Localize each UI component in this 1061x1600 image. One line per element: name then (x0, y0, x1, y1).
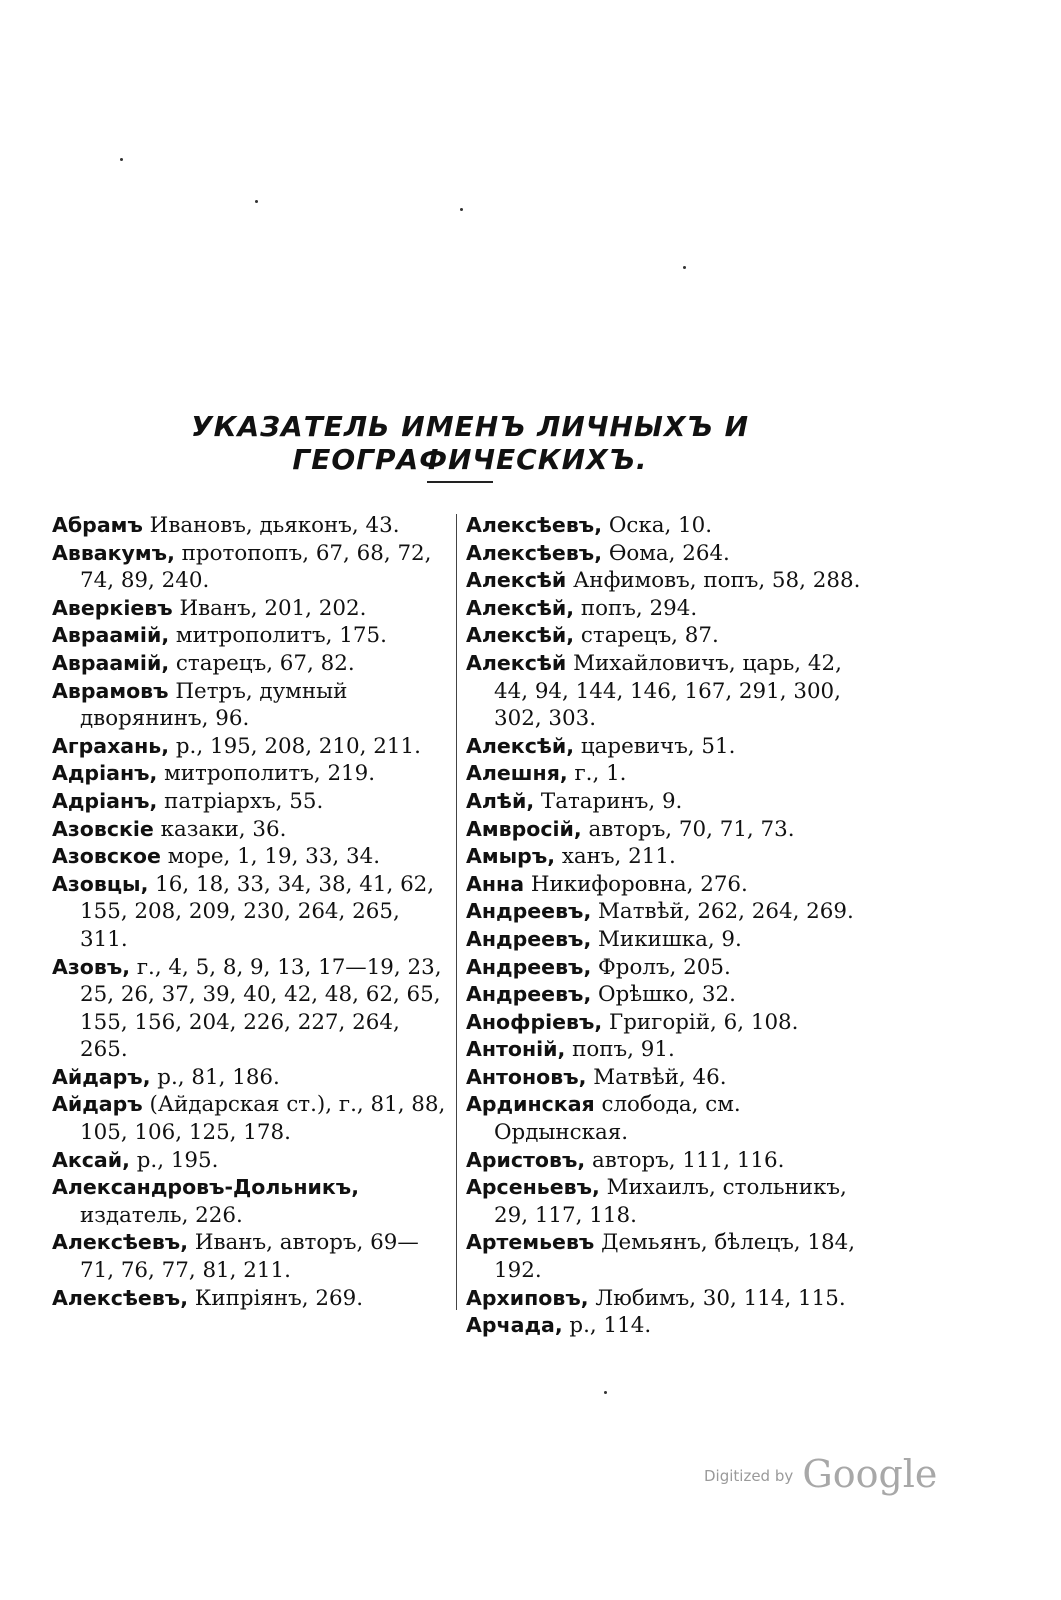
entry-details: Анфимовъ, попъ, 58, 288. (566, 568, 861, 594)
entry-headword: Андреевъ, (466, 982, 592, 1007)
entry-headword: Амыръ, (466, 844, 556, 869)
entry-headword: Анофріевъ, (466, 1009, 603, 1034)
entry-details: р., 195, 208, 210, 211. (169, 733, 421, 759)
entry-headword: Антоній, (466, 1037, 566, 1062)
index-column-left (52, 512, 450, 1312)
index-entry (466, 981, 866, 1009)
entry-headword: Айдаръ, (52, 1064, 151, 1089)
entry-details: р., 81, 186. (150, 1064, 280, 1090)
print-speck (604, 1391, 607, 1394)
entry-headword: Андреевъ, (466, 954, 592, 979)
index-entry (466, 1174, 866, 1229)
entry-headword: Андреевъ, (466, 899, 592, 924)
entry-details: г., 1. (567, 761, 627, 787)
entry-headword: Алѣй, (466, 788, 535, 813)
index-column-right (466, 512, 866, 1340)
entry-headword: Адріанъ, (52, 761, 158, 786)
entry-details: Никифоровна, 276. (524, 871, 748, 897)
index-entry (466, 871, 866, 899)
entry-headword: Абрамъ (52, 513, 143, 537)
entry-headword: Адріанъ, (52, 788, 158, 813)
entry-details: авторъ, 70, 71, 73. (581, 816, 795, 842)
index-entry (52, 843, 450, 871)
entry-details: Фролъ, 205. (591, 954, 731, 980)
entry-headword: Алексѣевъ, (466, 513, 603, 537)
title-rule (427, 481, 493, 483)
entry-headword: Арсеньевъ, (466, 1175, 600, 1200)
entry-details: (Айдарская ст.), г., 81, 88, 105, 106, 125, 178. (80, 1092, 446, 1146)
index-entry (466, 1147, 866, 1175)
entry-details: патріархъ, 55. (157, 788, 324, 814)
index-entry (52, 650, 450, 678)
entry-headword: Алексѣевъ, (52, 1285, 189, 1310)
digitized-by-watermark (704, 1452, 937, 1496)
index-entry (52, 788, 450, 816)
index-entry (466, 567, 866, 595)
entry-details: попъ, 294. (574, 595, 698, 621)
index-entry (466, 650, 866, 733)
entry-headword: Алексѣй, (466, 733, 575, 758)
print-speck (255, 200, 258, 203)
index-entry (52, 595, 450, 623)
print-speck (460, 208, 463, 211)
index-entry (466, 1312, 866, 1340)
column-divider (456, 514, 457, 1310)
entry-details: Ѳома, 264. (602, 540, 730, 566)
index-entry (466, 733, 866, 761)
entry-headword: Авраамій, (52, 623, 170, 648)
index-entry (466, 760, 866, 788)
entry-details: р., 195. (129, 1147, 219, 1173)
entry-details: старецъ, 87. (574, 623, 719, 649)
entry-headword: Аксай, (52, 1147, 130, 1172)
entry-headword: Азовское (52, 844, 161, 869)
entry-details: р., 114. (562, 1313, 652, 1339)
entry-details: авторъ, 111, 116. (585, 1147, 785, 1173)
index-entry (466, 898, 866, 926)
entry-headword: Аввакумъ, (52, 540, 175, 565)
entry-headword: Азовъ, (52, 954, 131, 979)
entry-details: Михайловичъ, царь, 42, 44, 94, 144, 146, 167, 291, 300, 302, 303. (494, 650, 842, 732)
entry-details: Матвѣй, 262, 264, 269. (591, 899, 854, 925)
entry-details: слобода, см. Ордынская. (494, 1092, 741, 1146)
index-entry (466, 1064, 866, 1092)
index-entry (52, 760, 450, 788)
entry-headword: Алексѣй, (466, 595, 575, 620)
index-entry (466, 1285, 866, 1313)
index-entry (466, 816, 866, 844)
index-entry (52, 1147, 450, 1175)
print-speck (120, 158, 123, 161)
entry-headword: Ардинская (466, 1092, 595, 1117)
entry-headword: Анна (466, 871, 525, 896)
index-entry (52, 954, 450, 1064)
index-entry (466, 595, 866, 623)
index-entry (52, 816, 450, 844)
entry-details: протопопъ, 67, 68, 72, 74, 89, 240. (80, 540, 432, 594)
entry-headword: Андреевъ, (466, 926, 592, 951)
entry-details: издатель, 226. (80, 1202, 243, 1228)
entry-details: Демьянъ, бѣлецъ, 184, 192. (494, 1230, 856, 1284)
entry-details: старецъ, 67, 82. (169, 650, 355, 676)
entry-details: митрополитъ, 175. (169, 623, 387, 649)
entry-details: Микишка, 9. (591, 926, 742, 952)
index-entry (466, 954, 866, 982)
entry-details: митрополитъ, 219. (157, 761, 376, 787)
index-entry (466, 1036, 866, 1064)
index-entry (466, 1229, 866, 1284)
entry-details: ханъ, 211. (555, 844, 676, 870)
index-entry (52, 1064, 450, 1092)
entry-details: Матвѣй, 46. (586, 1064, 727, 1090)
entry-details: море, 1, 19, 33, 34. (160, 844, 381, 870)
google-logo: Google (802, 1452, 938, 1496)
entry-headword: Алексѣй (466, 650, 567, 675)
entry-details: Григорій, 6, 108. (602, 1009, 799, 1035)
entry-headword: Азовскіе (52, 816, 154, 841)
entry-headword: Амвросій, (466, 816, 582, 841)
watermark-prefix: Digitized by (704, 1467, 794, 1485)
index-title: УКАЗАТЕЛЬ ИМЕНЪ ЛИЧНЫХЪ И ГЕОГРАФИЧЕСКИХЪ. (190, 410, 750, 476)
index-entry (52, 512, 450, 540)
entry-details: Иванъ, авторъ, 69—71, 76, 77, 81, 211. (80, 1230, 419, 1284)
entry-details: 16, 18, 33, 34, 38, 41, 62, 155, 208, 209, 230, 264, 265, 311. (80, 871, 435, 952)
entry-headword: Антоновъ, (466, 1064, 587, 1089)
entry-details: Иванъ, 201, 202. (172, 595, 367, 621)
entry-headword: Аверкіевъ (52, 595, 173, 620)
entry-details: Оска, 10. (602, 513, 713, 538)
index-entry (52, 622, 450, 650)
entry-headword: Айдаръ (52, 1092, 143, 1117)
index-entry (52, 1091, 450, 1146)
index-entry (52, 733, 450, 761)
entry-headword: Аристовъ, (466, 1147, 586, 1172)
entry-details: Татаринъ, 9. (534, 788, 683, 814)
entry-details: казаки, 36. (153, 816, 287, 842)
entry-headword: Алексѣй (466, 568, 567, 593)
index-entry (466, 1009, 866, 1037)
index-entry (52, 540, 450, 595)
index-entry (52, 1285, 450, 1313)
entry-details: Орѣшко, 32. (591, 982, 736, 1008)
entry-headword: Авраамій, (52, 650, 170, 675)
index-entry (52, 1229, 450, 1284)
index-entry (466, 843, 866, 871)
entry-headword: Азовцы, (52, 871, 149, 896)
print-speck (683, 266, 686, 269)
entry-details: Петръ, думный дворянинъ, 96. (80, 678, 348, 732)
index-entry (52, 871, 450, 954)
entry-details: Кипріянъ, 269. (188, 1285, 364, 1311)
entry-details: г., 4, 5, 8, 9, 13, 17—19, 23, 25, 26, 37, 39, 40, 42, 48, 62, 65, 155, 156, 204, 226, 227, 264, 265. (80, 954, 442, 1063)
entry-details: Любимъ, 30, 114, 115. (588, 1285, 846, 1311)
index-entry (52, 1174, 450, 1229)
index-entry (466, 512, 866, 540)
index-entry (466, 926, 866, 954)
index-entry (466, 788, 866, 816)
entry-details: попъ, 91. (565, 1037, 675, 1063)
entry-headword: Арчада, (466, 1313, 563, 1338)
index-entry (466, 1091, 866, 1146)
entry-headword: Алексѣевъ, (466, 540, 603, 565)
entry-details: Ивановъ, дьяконъ, 43. (142, 513, 400, 538)
entry-headword: Архиповъ, (466, 1285, 589, 1310)
entry-headword: Аграхань, (52, 733, 170, 758)
index-entry (52, 678, 450, 733)
entry-headword: Артемьевъ (466, 1230, 595, 1255)
entry-details: Михаилъ, стольникъ, 29, 117, 118. (494, 1175, 847, 1228)
entry-headword: Аврамовъ (52, 678, 169, 703)
entry-headword: Алексѣевъ, (52, 1230, 189, 1255)
entry-headword: Алексѣй, (466, 623, 575, 648)
index-entry (466, 622, 866, 650)
entry-details: царевичъ, 51. (574, 733, 736, 759)
entry-headword: Алешня, (466, 761, 568, 786)
entry-headword: Александровъ-Дольникъ, (52, 1175, 359, 1200)
index-entry (466, 540, 866, 568)
